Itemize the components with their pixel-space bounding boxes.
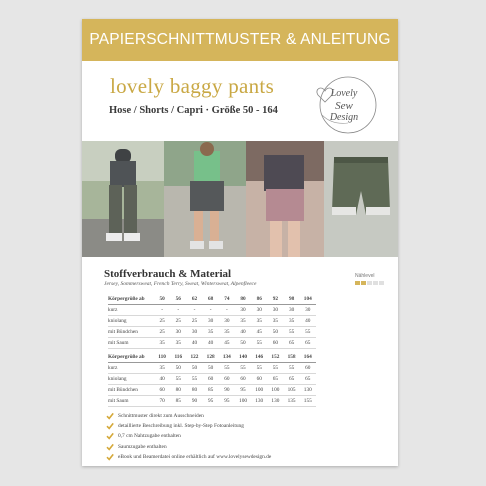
table-cell: 40 bbox=[235, 327, 251, 338]
table-cell: 35 bbox=[219, 327, 235, 338]
photo-shorts-flatlay bbox=[324, 141, 398, 257]
table-cell: 85 bbox=[170, 396, 186, 407]
list-item bbox=[106, 431, 271, 441]
table-cell: 40 bbox=[154, 374, 170, 385]
sewing-level-boxes bbox=[355, 281, 385, 285]
table-row bbox=[108, 374, 316, 385]
table-cell: 158 bbox=[284, 352, 300, 363]
table-cell: 98 bbox=[284, 294, 300, 305]
table-cell: 60 bbox=[219, 374, 235, 385]
sewing-level bbox=[355, 273, 385, 285]
logo-word-sew: Sew bbox=[335, 100, 353, 112]
table-cell: - bbox=[154, 305, 170, 316]
brand-logo bbox=[310, 71, 378, 139]
table-cell: 35 bbox=[284, 316, 300, 327]
table-row bbox=[108, 305, 316, 316]
table-cell: 30 bbox=[219, 316, 235, 327]
feature-text: Saumzugabe enthalten bbox=[118, 443, 167, 450]
material-title: Stoffverbrauch & Material bbox=[104, 268, 232, 280]
table-cell: 68 bbox=[203, 294, 219, 305]
table-cell: kurz bbox=[108, 363, 154, 374]
table-cell: 56 bbox=[170, 294, 186, 305]
fabric-table-large-sizes bbox=[108, 352, 316, 407]
table-cell: 30 bbox=[186, 327, 202, 338]
table-cell: 45 bbox=[219, 338, 235, 349]
table-cell: 155 bbox=[300, 396, 316, 407]
table-cell: kurz bbox=[108, 305, 154, 316]
feature-text: Schnittmuster direkt zum Ausschneiden bbox=[118, 413, 204, 420]
table-cell: 65 bbox=[300, 338, 316, 349]
feature-text: 0,7 cm Nahtzugabe enthalten bbox=[118, 433, 181, 440]
table-cell: Körpergröße ab bbox=[108, 352, 154, 363]
table-cell: 128 bbox=[203, 352, 219, 363]
table-cell: 95 bbox=[203, 396, 219, 407]
table-cell: 25 bbox=[186, 316, 202, 327]
table-cell: 50 bbox=[186, 363, 202, 374]
checkmark-icon bbox=[106, 422, 114, 430]
table-cell: 130 bbox=[267, 396, 283, 407]
table-cell: Körpergröße ab bbox=[108, 294, 154, 305]
table-cell: 60 bbox=[203, 374, 219, 385]
table-cell: 65 bbox=[267, 374, 283, 385]
table-cell: 86 bbox=[251, 294, 267, 305]
table-cell: - bbox=[203, 305, 219, 316]
logo-word-lovely: Lovely bbox=[330, 88, 358, 99]
table-cell: 50 bbox=[170, 363, 186, 374]
table-cell: mit Saum bbox=[108, 338, 154, 349]
level-box bbox=[361, 281, 366, 285]
table-cell: kniolang bbox=[108, 316, 154, 327]
table-header-row bbox=[108, 352, 316, 363]
table-cell: 60 bbox=[235, 374, 251, 385]
feature-list bbox=[106, 411, 271, 462]
table-cell: 30 bbox=[267, 305, 283, 316]
table-cell: 116 bbox=[170, 352, 186, 363]
table-cell: - bbox=[219, 305, 235, 316]
table-cell: 35 bbox=[154, 363, 170, 374]
table-cell: 100 bbox=[235, 396, 251, 407]
table-cell: 74 bbox=[219, 294, 235, 305]
table-cell: 50 bbox=[267, 327, 283, 338]
photo-boy-shorts bbox=[164, 141, 246, 257]
table-cell: 55 bbox=[284, 327, 300, 338]
table-cell: 80 bbox=[186, 385, 202, 396]
table-cell: 60 bbox=[251, 374, 267, 385]
table-cell: 30 bbox=[203, 316, 219, 327]
table-cell: 130 bbox=[251, 396, 267, 407]
table-cell: 35 bbox=[267, 316, 283, 327]
checkmark-icon bbox=[106, 453, 114, 461]
table-cell: 35 bbox=[203, 327, 219, 338]
table-cell: mit Bündchen bbox=[108, 385, 154, 396]
table-cell: 55 bbox=[267, 363, 283, 374]
table-cell: 25 bbox=[154, 327, 170, 338]
table-cell: 30 bbox=[284, 305, 300, 316]
table-cell: 100 bbox=[251, 385, 267, 396]
table-cell: 55 bbox=[186, 374, 202, 385]
table-cell: 35 bbox=[154, 338, 170, 349]
fabric-list: Jersey, Sommersweat, French Terry, Sweat, Wintersweat, Alpenfleece bbox=[104, 281, 257, 287]
table-cell: 80 bbox=[170, 385, 186, 396]
table-cell: 110 bbox=[154, 352, 170, 363]
list-item bbox=[106, 411, 271, 421]
table-row bbox=[108, 316, 316, 327]
table-cell: 40 bbox=[203, 338, 219, 349]
table-cell: 60 bbox=[267, 338, 283, 349]
table-cell: 55 bbox=[284, 363, 300, 374]
table-cell: 55 bbox=[251, 363, 267, 374]
pattern-subtitle: Hose / Shorts / Capri · Größe 50 - 164 bbox=[109, 105, 278, 116]
table-cell: 55 bbox=[300, 327, 316, 338]
top-banner bbox=[82, 19, 398, 61]
table-cell: 95 bbox=[219, 396, 235, 407]
checkmark-icon bbox=[106, 412, 114, 420]
table-cell: 50 bbox=[203, 363, 219, 374]
table-cell: 104 bbox=[300, 294, 316, 305]
table-cell: 60 bbox=[154, 385, 170, 396]
table-cell: 65 bbox=[300, 374, 316, 385]
table-cell: 90 bbox=[219, 385, 235, 396]
checkmark-icon bbox=[106, 443, 114, 451]
logo-word-design: Design bbox=[329, 112, 359, 123]
table-cell: 122 bbox=[186, 352, 202, 363]
photo-boy-long-pants bbox=[82, 141, 164, 257]
table-cell: 55 bbox=[251, 338, 267, 349]
table-cell: 65 bbox=[284, 338, 300, 349]
table-cell: 25 bbox=[154, 316, 170, 327]
table-cell: - bbox=[186, 305, 202, 316]
table-cell: 35 bbox=[170, 338, 186, 349]
table-cell: 35 bbox=[235, 316, 251, 327]
level-box bbox=[355, 281, 360, 285]
table-cell: 50 bbox=[154, 294, 170, 305]
table-cell: 30 bbox=[235, 305, 251, 316]
photo-girl-shorts bbox=[246, 141, 324, 257]
table-row bbox=[108, 385, 316, 396]
table-cell: 146 bbox=[251, 352, 267, 363]
fabric-table-small-sizes bbox=[108, 294, 316, 349]
pattern-title: lovely baggy pants bbox=[110, 74, 275, 98]
table-cell: 30 bbox=[170, 327, 186, 338]
table-cell: 30 bbox=[300, 305, 316, 316]
list-item bbox=[106, 421, 271, 431]
table-cell: 25 bbox=[170, 316, 186, 327]
table-cell: 134 bbox=[219, 352, 235, 363]
feature-text: eBook und Beamerdatei online erhältlich auf www.lovelysewdesign.de bbox=[118, 453, 272, 460]
level-box bbox=[367, 281, 372, 285]
table-cell: mit Saum bbox=[108, 396, 154, 407]
table-cell: 100 bbox=[267, 385, 283, 396]
table-cell: 62 bbox=[186, 294, 202, 305]
level-box bbox=[373, 281, 378, 285]
table-cell: kniolang bbox=[108, 374, 154, 385]
banner-title: PAPIERSCHNITTMUSTER & ANLEITUNG bbox=[89, 31, 391, 48]
table-cell: 85 bbox=[203, 385, 219, 396]
level-box bbox=[379, 281, 384, 285]
table-cell: 40 bbox=[186, 338, 202, 349]
table-header-row bbox=[108, 294, 316, 305]
table-cell: 40 bbox=[300, 316, 316, 327]
table-cell: 130 bbox=[300, 385, 316, 396]
table-cell: 55 bbox=[219, 363, 235, 374]
table-cell: 80 bbox=[235, 294, 251, 305]
table-cell: 30 bbox=[251, 305, 267, 316]
photo-strip bbox=[82, 141, 398, 257]
table-cell: 45 bbox=[251, 327, 267, 338]
list-item bbox=[106, 442, 271, 452]
table-cell: 135 bbox=[284, 396, 300, 407]
feature-text: detaillierte Beschreibung inkl. Step-by-Step Fotoanleitung bbox=[118, 423, 244, 430]
table-cell: 105 bbox=[284, 385, 300, 396]
table-cell: 65 bbox=[284, 374, 300, 385]
pattern-envelope-sheet bbox=[82, 19, 398, 466]
table-cell: 92 bbox=[267, 294, 283, 305]
table-cell: 35 bbox=[251, 316, 267, 327]
table-cell: 152 bbox=[267, 352, 283, 363]
table-cell: - bbox=[170, 305, 186, 316]
table-cell: 60 bbox=[300, 363, 316, 374]
checkmark-icon bbox=[106, 432, 114, 440]
table-cell: mit Bündchen bbox=[108, 327, 154, 338]
table-cell: 90 bbox=[186, 396, 202, 407]
table-cell: 50 bbox=[235, 338, 251, 349]
table-row bbox=[108, 327, 316, 338]
table-cell: 70 bbox=[154, 396, 170, 407]
table-cell: 140 bbox=[235, 352, 251, 363]
list-item bbox=[106, 452, 271, 462]
table-row bbox=[108, 396, 316, 407]
table-cell: 95 bbox=[235, 385, 251, 396]
table-row bbox=[108, 338, 316, 349]
table-cell: 55 bbox=[235, 363, 251, 374]
table-row bbox=[108, 363, 316, 374]
sewing-level-label: Nählevel bbox=[355, 273, 375, 279]
table-cell: 55 bbox=[170, 374, 186, 385]
table-cell: 164 bbox=[300, 352, 316, 363]
